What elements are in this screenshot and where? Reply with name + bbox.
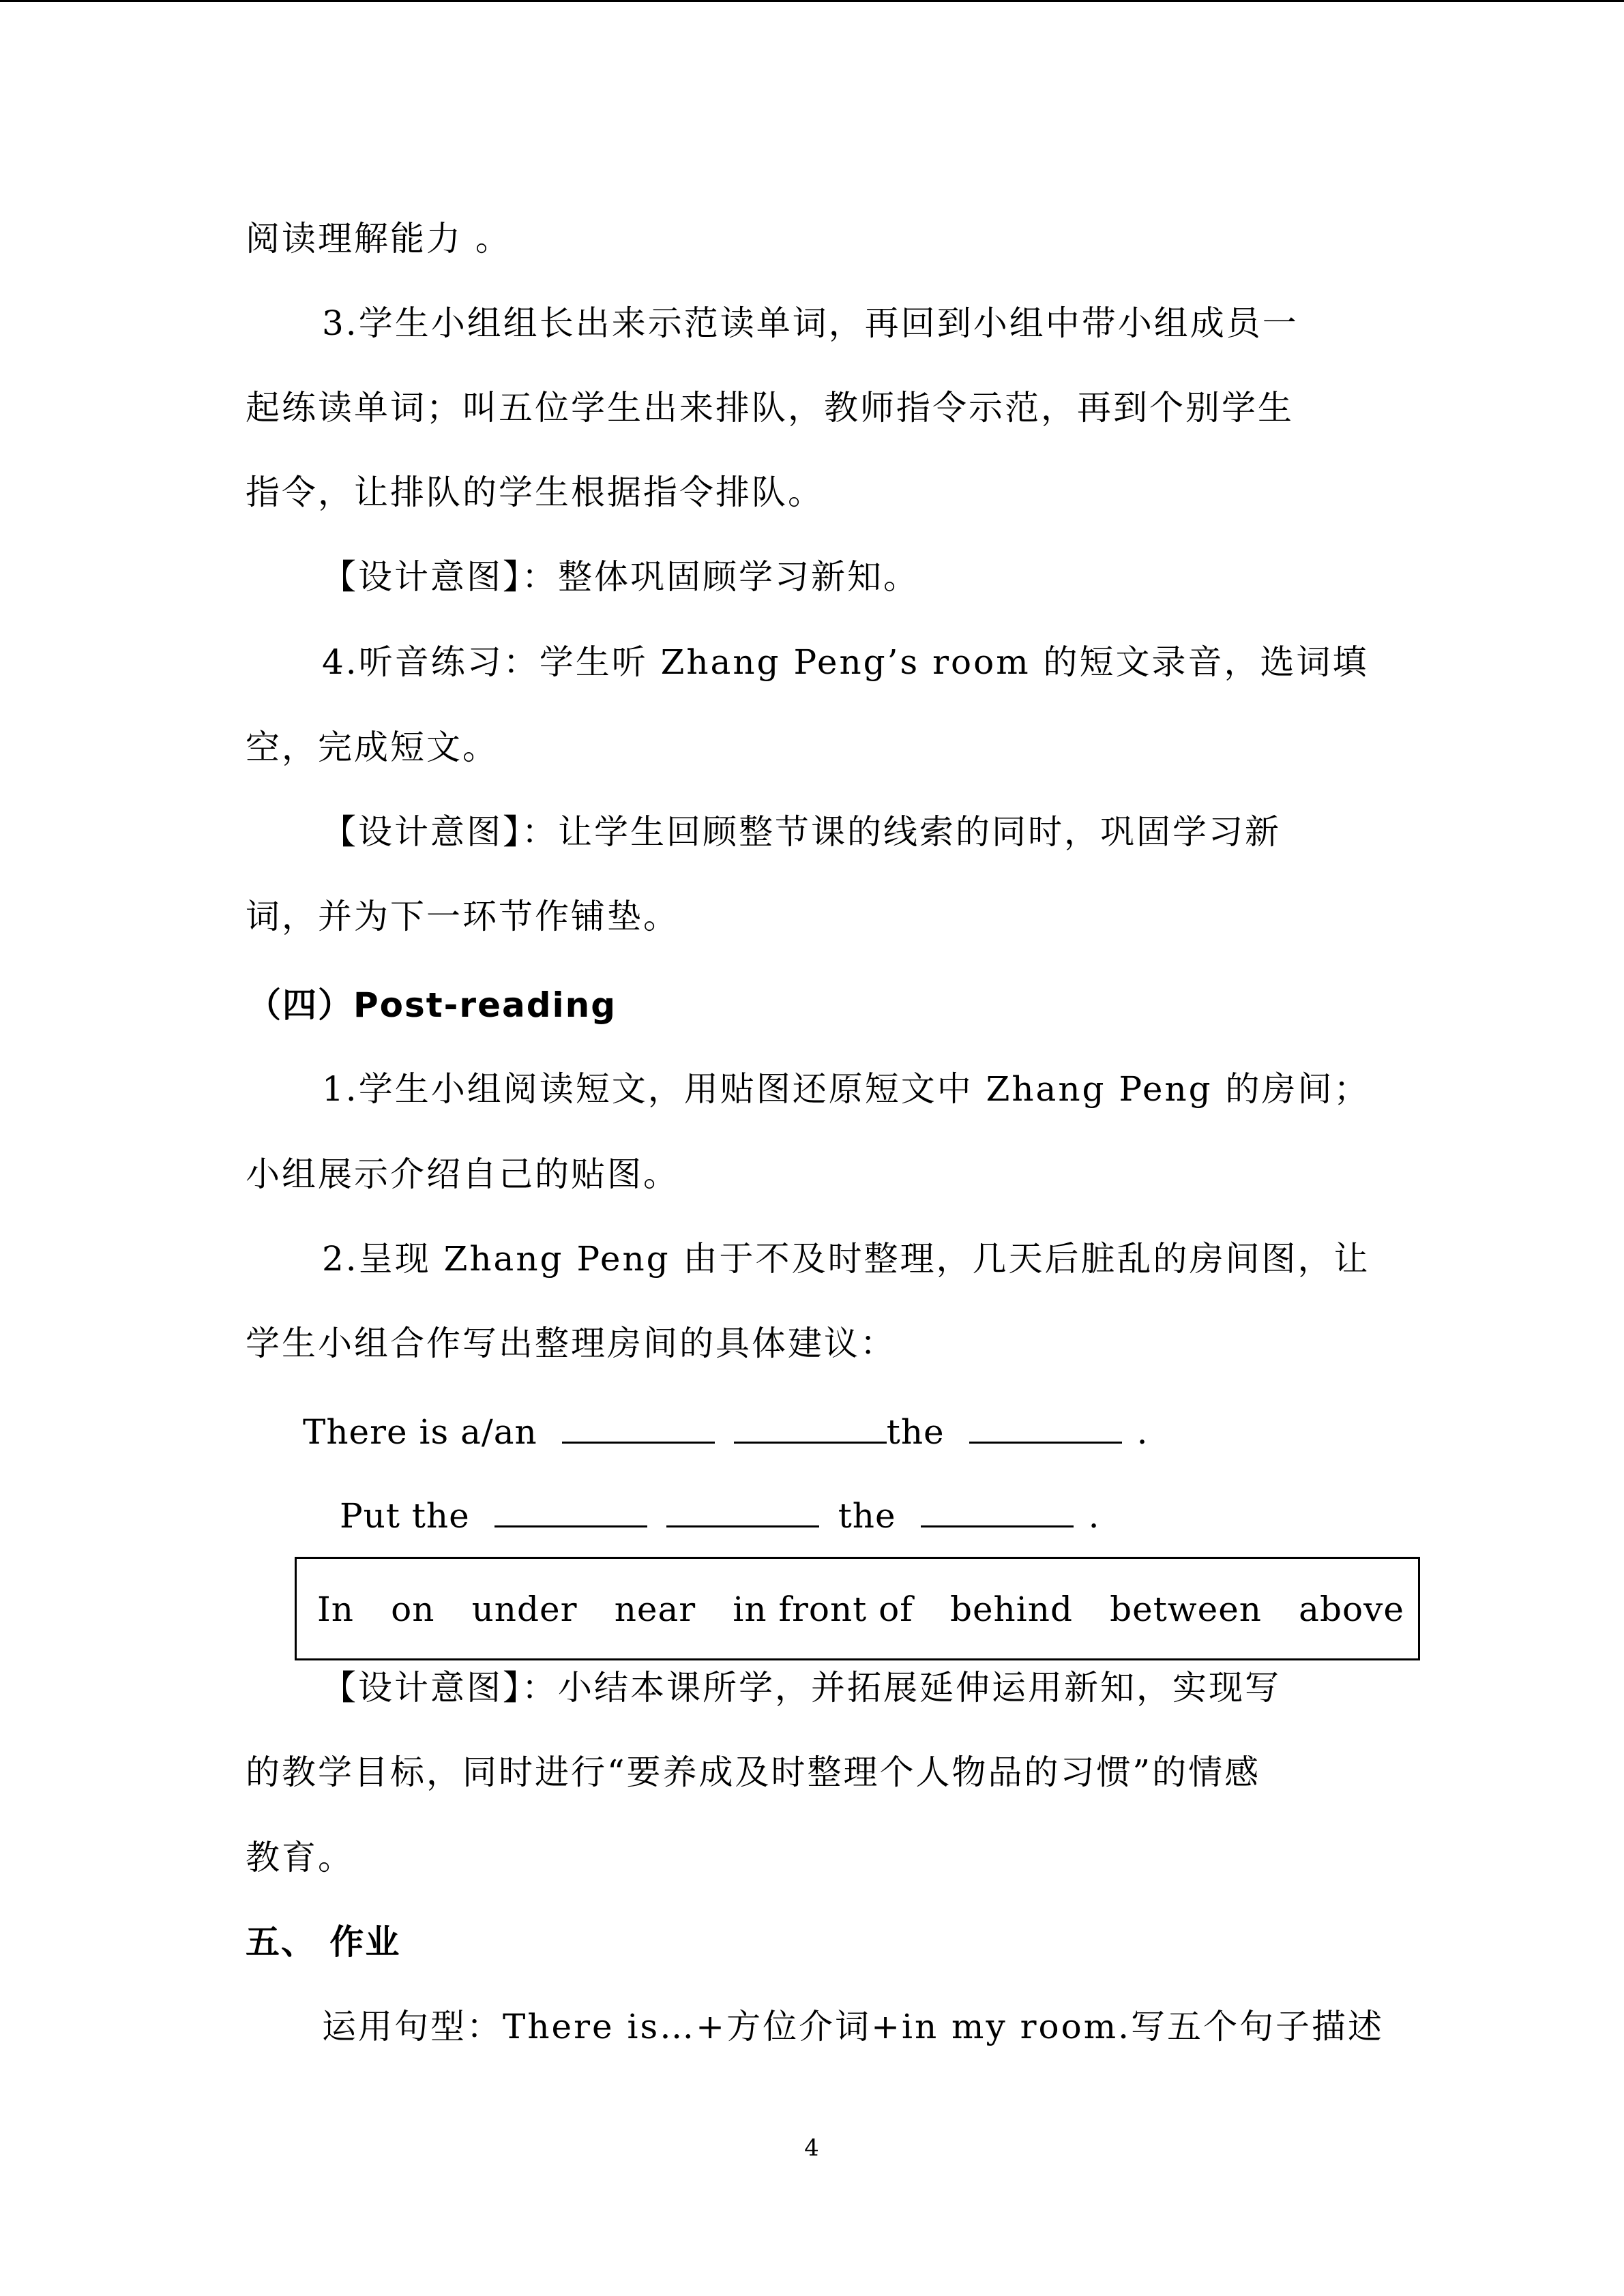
paragraph-line: 小组展示介绍自己的贴图。: [246, 1154, 679, 1194]
word-bank-item: under: [471, 1590, 578, 1629]
paragraph-line: 1.学生小组阅读短文，用贴图还原短文中 Zhang Peng 的房间；: [322, 1069, 1370, 1109]
paragraph-line: 3.学生小组组长出来示范读单词，再回到小组中带小组成员一: [322, 303, 1299, 343]
blank-line: [562, 1410, 715, 1444]
exercise-text: There is a/an: [303, 1412, 537, 1452]
blank-line: [494, 1494, 647, 1527]
design-intent-line: 【设计意图】：整体巩固顾学习新知。: [322, 557, 919, 597]
exercise-line-2: [340, 1494, 1100, 1538]
blank-line: [921, 1494, 1074, 1527]
paragraph-line: 空，完成短文。: [246, 728, 499, 767]
word-bank-item: between: [1110, 1590, 1262, 1629]
word-bank-item: near: [614, 1590, 696, 1629]
paragraph-line: 指令，让排队的学生根据指令排队。: [246, 473, 824, 512]
exercise-text: .: [1088, 1496, 1100, 1536]
paragraph-line: 学生小组合作写出整理房间的具体建议：: [246, 1324, 896, 1363]
word-bank-item: above: [1299, 1590, 1404, 1629]
exercise-text: .: [1136, 1412, 1149, 1452]
paragraph-line: 4.听音练习：学生听 Zhang Peng’s room 的短文录音，选词填: [322, 642, 1369, 682]
exercise-line-1: [303, 1410, 1149, 1454]
exercise-text: the: [838, 1496, 896, 1536]
blank-line: [969, 1410, 1122, 1444]
word-bank-item: in front of: [733, 1590, 913, 1629]
paragraph-line: 2.呈现 Zhang Peng 由于不及时整理，几天后脏乱的房间图，让: [322, 1239, 1370, 1279]
paragraph-line: 阅读理解能力 。: [246, 219, 512, 258]
paragraph-line: 的教学目标，同时进行“要养成及时整理个人物品的习惯”的情感: [246, 1753, 1261, 1792]
paragraph-line: 词，并为下一环节作铺垫。: [246, 897, 679, 936]
section-heading-post-reading: （四）Post-reading: [247, 985, 617, 1025]
paragraph-line: 起练读单词；叫五位学生出来排队，教师指令示范，再到个别学生: [246, 388, 1294, 428]
exercise-text: the: [886, 1412, 945, 1452]
blank-line: [734, 1410, 887, 1444]
word-bank-item: on: [391, 1590, 435, 1629]
page-number: 4: [804, 2134, 819, 2162]
blank-line: [666, 1494, 819, 1527]
word-bank-box: [295, 1557, 1420, 1660]
section-heading-homework: 五、 作业: [246, 1922, 401, 1962]
exercise-text: Put the: [340, 1496, 470, 1536]
page-top-border: [0, 0, 1624, 2]
paragraph-line: 教育。: [246, 1838, 354, 1877]
word-bank: [317, 1587, 1404, 1631]
word-bank-item: In: [317, 1590, 354, 1629]
design-intent-line: 【设计意图】：小结本课所学，并拓展延伸运用新知，实现写: [322, 1668, 1281, 1708]
paragraph-line: 运用句型：There is…+方位介词+in my room.写五个句子描述: [322, 2007, 1385, 2046]
design-intent-line: 【设计意图】：让学生回顾整节课的线索的同时，巩固学习新: [322, 812, 1281, 852]
word-bank-item: behind: [949, 1590, 1073, 1629]
